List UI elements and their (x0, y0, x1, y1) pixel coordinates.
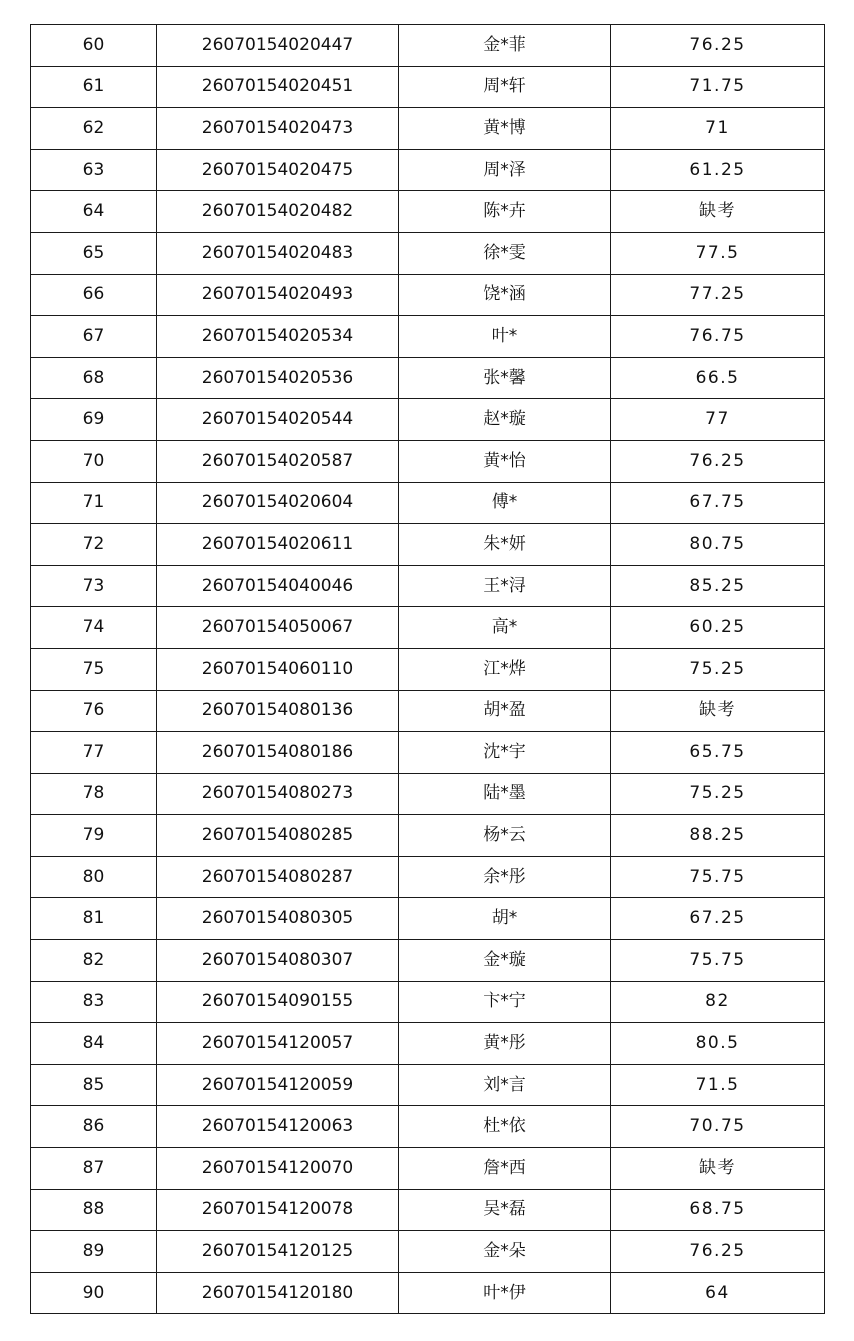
table-row (31, 732, 825, 774)
candidate-name-cell: 朱*妍 (399, 524, 611, 566)
exam-id-cell: 26070154020536 (157, 357, 399, 399)
table-row (31, 1231, 825, 1273)
seq-cell: 65 (31, 232, 157, 274)
seq-cell: 85 (31, 1064, 157, 1106)
table-row (31, 856, 825, 898)
candidate-name-cell: 金*菲 (399, 25, 611, 67)
table-row (31, 607, 825, 649)
table-row (31, 440, 825, 482)
exam-id-cell: 26070154080305 (157, 898, 399, 940)
exam-id-cell: 26070154080273 (157, 773, 399, 815)
table-row (31, 191, 825, 233)
score-cell: 61.25 (611, 149, 825, 191)
exam-id-cell: 26070154080287 (157, 856, 399, 898)
candidate-name-cell: 张*馨 (399, 357, 611, 399)
score-list-page (30, 24, 824, 1314)
exam-id-cell: 26070154090155 (157, 981, 399, 1023)
seq-cell: 67 (31, 316, 157, 358)
exam-id-cell: 26070154120180 (157, 1272, 399, 1314)
score-cell: 60.25 (611, 607, 825, 649)
score-cell: 75.75 (611, 940, 825, 982)
table-row (31, 1023, 825, 1065)
score-cell: 88.25 (611, 815, 825, 857)
table-row (31, 149, 825, 191)
exam-id-cell: 26070154020447 (157, 25, 399, 67)
exam-id-cell: 26070154020534 (157, 316, 399, 358)
candidate-name-cell: 黄*怡 (399, 440, 611, 482)
seq-cell: 64 (31, 191, 157, 233)
seq-cell: 83 (31, 981, 157, 1023)
table-row (31, 357, 825, 399)
seq-cell: 82 (31, 940, 157, 982)
table-row (31, 232, 825, 274)
score-cell: 82 (611, 981, 825, 1023)
seq-cell: 73 (31, 565, 157, 607)
seq-cell: 89 (31, 1231, 157, 1273)
seq-cell: 87 (31, 1148, 157, 1190)
table-row (31, 1189, 825, 1231)
table-row (31, 1148, 825, 1190)
table-row (31, 25, 825, 67)
seq-cell: 66 (31, 274, 157, 316)
table-row (31, 690, 825, 732)
seq-cell: 75 (31, 648, 157, 690)
table-row (31, 815, 825, 857)
table-row (31, 898, 825, 940)
candidate-name-cell: 高* (399, 607, 611, 649)
seq-cell: 74 (31, 607, 157, 649)
score-cell: 缺考 (611, 191, 825, 233)
candidate-name-cell: 江*烨 (399, 648, 611, 690)
score-table (30, 24, 825, 1314)
exam-id-cell: 26070154020473 (157, 108, 399, 150)
exam-id-cell: 26070154080307 (157, 940, 399, 982)
table-row (31, 1106, 825, 1148)
score-cell: 75.25 (611, 773, 825, 815)
exam-id-cell: 26070154120125 (157, 1231, 399, 1273)
table-row (31, 524, 825, 566)
table-row (31, 1272, 825, 1314)
score-cell: 66.5 (611, 357, 825, 399)
candidate-name-cell: 胡* (399, 898, 611, 940)
score-cell: 80.5 (611, 1023, 825, 1065)
candidate-name-cell: 金*璇 (399, 940, 611, 982)
candidate-name-cell: 叶*伊 (399, 1272, 611, 1314)
candidate-name-cell: 金*朵 (399, 1231, 611, 1273)
seq-cell: 90 (31, 1272, 157, 1314)
table-row (31, 981, 825, 1023)
seq-cell: 80 (31, 856, 157, 898)
exam-id-cell: 26070154020611 (157, 524, 399, 566)
score-cell: 80.75 (611, 524, 825, 566)
table-row (31, 482, 825, 524)
candidate-name-cell: 卞*宁 (399, 981, 611, 1023)
candidate-name-cell: 黄*博 (399, 108, 611, 150)
exam-id-cell: 26070154040046 (157, 565, 399, 607)
table-row (31, 399, 825, 441)
table-row (31, 648, 825, 690)
exam-id-cell: 26070154080136 (157, 690, 399, 732)
score-cell: 缺考 (611, 690, 825, 732)
score-cell: 70.75 (611, 1106, 825, 1148)
candidate-name-cell: 周*轩 (399, 66, 611, 108)
candidate-name-cell: 刘*言 (399, 1064, 611, 1106)
candidate-name-cell: 陈*卉 (399, 191, 611, 233)
exam-id-cell: 26070154120078 (157, 1189, 399, 1231)
table-row (31, 316, 825, 358)
seq-cell: 62 (31, 108, 157, 150)
seq-cell: 61 (31, 66, 157, 108)
score-cell: 缺考 (611, 1148, 825, 1190)
seq-cell: 81 (31, 898, 157, 940)
score-cell: 77 (611, 399, 825, 441)
score-cell: 85.25 (611, 565, 825, 607)
seq-cell: 77 (31, 732, 157, 774)
candidate-name-cell: 黄*彤 (399, 1023, 611, 1065)
candidate-name-cell: 赵*璇 (399, 399, 611, 441)
seq-cell: 76 (31, 690, 157, 732)
seq-cell: 88 (31, 1189, 157, 1231)
candidate-name-cell: 余*彤 (399, 856, 611, 898)
seq-cell: 71 (31, 482, 157, 524)
exam-id-cell: 26070154120057 (157, 1023, 399, 1065)
exam-id-cell: 26070154020451 (157, 66, 399, 108)
score-cell: 68.75 (611, 1189, 825, 1231)
candidate-name-cell: 沈*宇 (399, 732, 611, 774)
score-cell: 77.25 (611, 274, 825, 316)
candidate-name-cell: 詹*西 (399, 1148, 611, 1190)
table-row (31, 565, 825, 607)
candidate-name-cell: 陆*墨 (399, 773, 611, 815)
seq-cell: 60 (31, 25, 157, 67)
score-table-body (31, 25, 825, 1314)
candidate-name-cell: 胡*盈 (399, 690, 611, 732)
score-cell: 76.25 (611, 440, 825, 482)
candidate-name-cell: 杨*云 (399, 815, 611, 857)
score-cell: 71 (611, 108, 825, 150)
table-row (31, 940, 825, 982)
score-cell: 67.75 (611, 482, 825, 524)
seq-cell: 70 (31, 440, 157, 482)
table-row (31, 108, 825, 150)
seq-cell: 79 (31, 815, 157, 857)
exam-id-cell: 26070154020493 (157, 274, 399, 316)
exam-id-cell: 26070154120070 (157, 1148, 399, 1190)
seq-cell: 72 (31, 524, 157, 566)
candidate-name-cell: 吴*磊 (399, 1189, 611, 1231)
score-cell: 75.75 (611, 856, 825, 898)
seq-cell: 86 (31, 1106, 157, 1148)
score-cell: 75.25 (611, 648, 825, 690)
table-row (31, 274, 825, 316)
candidate-name-cell: 饶*涵 (399, 274, 611, 316)
seq-cell: 84 (31, 1023, 157, 1065)
score-cell: 65.75 (611, 732, 825, 774)
score-cell: 71.75 (611, 66, 825, 108)
exam-id-cell: 26070154080186 (157, 732, 399, 774)
exam-id-cell: 26070154020483 (157, 232, 399, 274)
seq-cell: 69 (31, 399, 157, 441)
score-cell: 64 (611, 1272, 825, 1314)
candidate-name-cell: 王*浔 (399, 565, 611, 607)
seq-cell: 68 (31, 357, 157, 399)
exam-id-cell: 26070154020482 (157, 191, 399, 233)
candidate-name-cell: 徐*雯 (399, 232, 611, 274)
exam-id-cell: 26070154120059 (157, 1064, 399, 1106)
candidate-name-cell: 傅* (399, 482, 611, 524)
score-cell: 76.25 (611, 1231, 825, 1273)
candidate-name-cell: 杜*依 (399, 1106, 611, 1148)
score-cell: 76.75 (611, 316, 825, 358)
candidate-name-cell: 叶* (399, 316, 611, 358)
score-cell: 77.5 (611, 232, 825, 274)
candidate-name-cell: 周*泽 (399, 149, 611, 191)
exam-id-cell: 26070154020544 (157, 399, 399, 441)
score-cell: 76.25 (611, 25, 825, 67)
table-row (31, 773, 825, 815)
exam-id-cell: 26070154020475 (157, 149, 399, 191)
table-row (31, 66, 825, 108)
score-cell: 67.25 (611, 898, 825, 940)
seq-cell: 63 (31, 149, 157, 191)
exam-id-cell: 26070154080285 (157, 815, 399, 857)
table-row (31, 1064, 825, 1106)
seq-cell: 78 (31, 773, 157, 815)
score-cell: 71.5 (611, 1064, 825, 1106)
exam-id-cell: 26070154020587 (157, 440, 399, 482)
exam-id-cell: 26070154060110 (157, 648, 399, 690)
exam-id-cell: 26070154050067 (157, 607, 399, 649)
exam-id-cell: 26070154020604 (157, 482, 399, 524)
exam-id-cell: 26070154120063 (157, 1106, 399, 1148)
